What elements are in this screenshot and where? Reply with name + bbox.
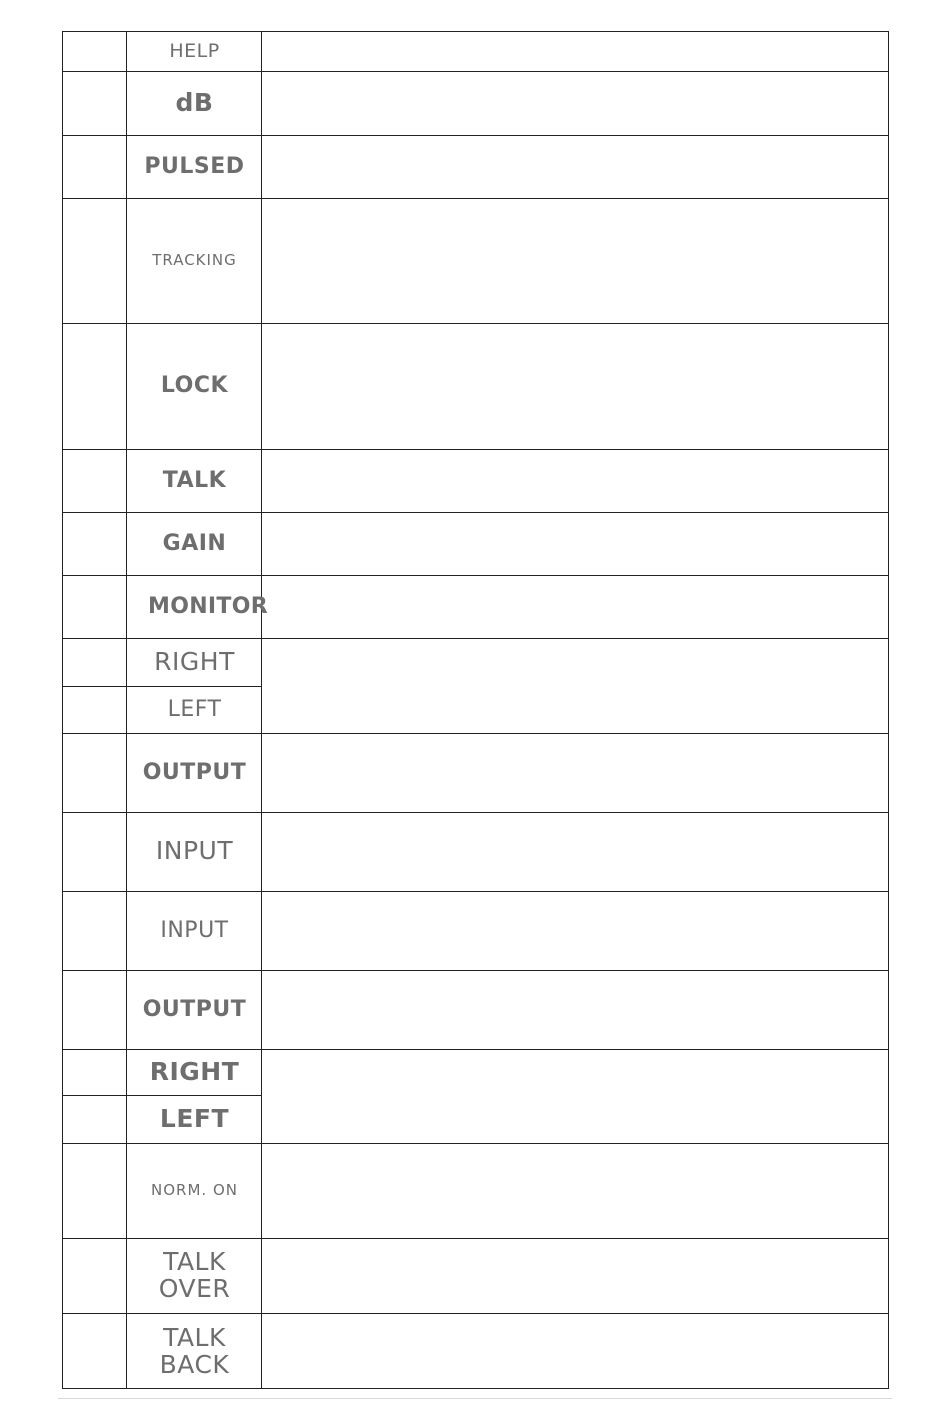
- label-output: OUTPUT: [142, 759, 247, 785]
- label-talk-back-line2: BACK: [159, 1349, 230, 1379]
- label-talk-back-line1: TALK: [163, 1323, 226, 1353]
- label-tracking: TRACKING: [152, 250, 237, 269]
- label-help: HELP: [169, 39, 220, 62]
- label-left: LEFT: [167, 696, 222, 722]
- label-input: INPUT: [155, 836, 234, 866]
- label-gain: GAIN: [162, 530, 227, 556]
- label-output: OUTPUT: [142, 996, 247, 1022]
- label-talk: TALK: [162, 467, 227, 493]
- label-pulsed: PULSED: [144, 153, 245, 179]
- label-left: LEFT: [159, 1103, 230, 1133]
- label-talk-over-line2: OVER: [158, 1273, 231, 1303]
- label-norm-on: NORM. ON: [151, 1180, 238, 1199]
- page-bottom-rule: [58, 1398, 892, 1399]
- label-db: dB: [175, 87, 214, 117]
- legend-table: [62, 31, 889, 1389]
- label-monitor: MONITOR: [148, 593, 268, 619]
- label-talk-back: [127, 1313, 262, 1390]
- label-talk-over: [127, 1238, 262, 1313]
- label-input: INPUT: [160, 917, 229, 943]
- label-right: RIGHT: [149, 1056, 240, 1086]
- label-talk-over-line1: TALK: [163, 1247, 226, 1277]
- label-right: RIGHT: [154, 646, 235, 676]
- label-lock: LOCK: [160, 373, 229, 399]
